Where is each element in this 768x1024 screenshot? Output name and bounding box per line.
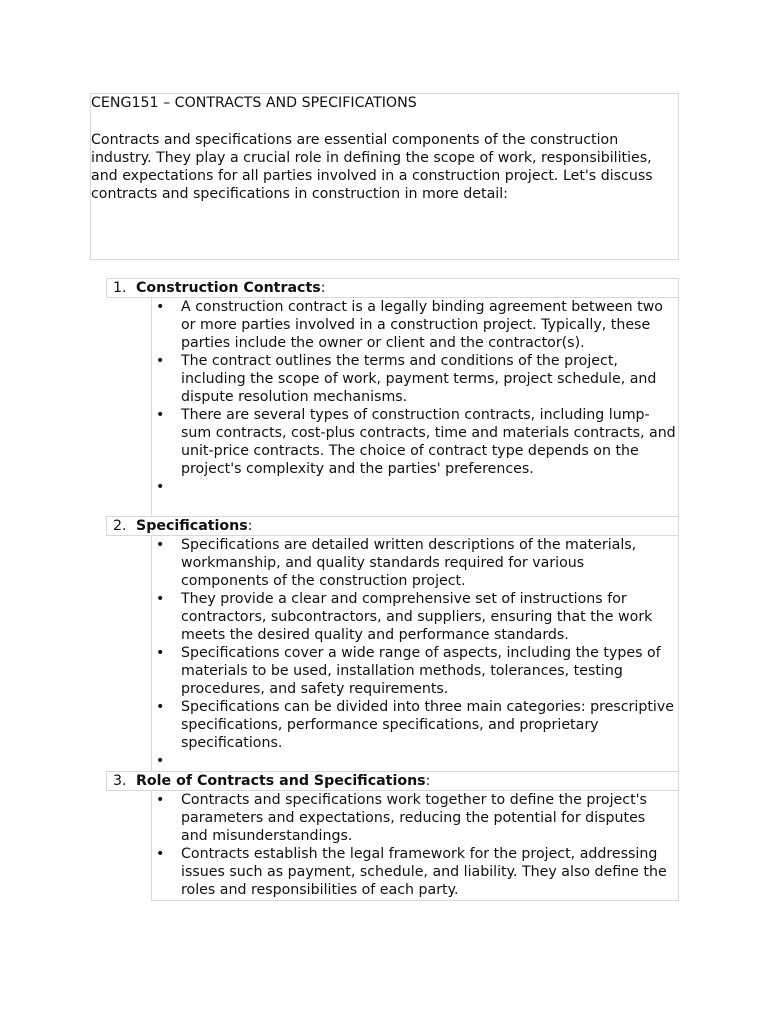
intro-paragraph: Contracts and specifications are essential components of the construction industry. They play a crucial role in defining the scope of work, responsibilities, and expectations for all parties involved in a construction project. Let's discuss contracts and specifications in construction in more detail: [91, 132, 653, 202]
list-item-text: Specifications cover a wide range of aspects, including the types of materials to be used, installation methods, tolerances, testing procedures, and safety requirements. [181, 645, 661, 697]
section-heading-construction-contracts [106, 278, 679, 298]
bullet-icon: • [156, 591, 165, 607]
bullet-icon: • [156, 537, 165, 553]
list-item [152, 791, 678, 845]
bullet-icon: • [156, 699, 165, 715]
list-item [152, 298, 678, 352]
section-title-bold: Specifications [136, 518, 248, 534]
section-title-bold: Role of Contracts and Specifications [136, 773, 426, 789]
intro-box [90, 93, 679, 260]
list-item-text: They provide a clear and comprehensive set of instructions for contractors, subcontractors, and suppliers, ensuring that the work meets the desired quality and performance standards. [181, 591, 653, 643]
bullet-icon: • [156, 353, 165, 369]
bullet-icon: • [156, 846, 165, 862]
document-title: CENG151 – CONTRACTS AND SPECIFICATIONS [91, 95, 417, 111]
list-item-text: The contract outlines the terms and conditions of the project, including the scope of work, payment terms, project schedule, and dispute resolution mechanisms. [181, 353, 657, 405]
list-item-empty [152, 752, 678, 770]
list-item-text: Contracts establish the legal framework for the project, addressing issues such as payment, schedule, and liability. They also define the roles and responsibilities of each party. [181, 846, 667, 898]
list-item-text: There are several types of construction contracts, including lump-sum contracts, cost-plus contracts, time and materials contracts, and unit-price contracts. The choice of contract type depends on the project's complexity and the parties' preferences. [181, 407, 676, 477]
bullet-icon: • [156, 645, 165, 661]
list-item-text: Specifications are detailed written descriptions of the materials, workmanship, and quality standards required for various components of the construction project. [181, 537, 637, 589]
section-number: 2. [113, 518, 127, 534]
section-title-suffix: : [247, 518, 253, 534]
bullet-icon: • [156, 407, 165, 423]
list-item [152, 644, 678, 698]
section-heading-specifications [106, 516, 679, 536]
list-item-text: A construction contract is a legally binding agreement between two or more parties involved in a construction project. Typically, these parties include the owner or client and the contractor(s). [181, 299, 663, 351]
bullet-icon: • [156, 792, 165, 808]
section-title [136, 772, 430, 790]
list-item [152, 698, 678, 752]
list-item [152, 536, 678, 590]
list-item [152, 406, 678, 478]
section-title-suffix: : [320, 280, 326, 296]
list-item-text: Contracts and specifications work together to define the project's parameters and expectations, reducing the potential for disputes and misunderstandings. [181, 792, 647, 844]
list-item [152, 590, 678, 644]
bullet-icon: • [156, 479, 165, 495]
bullet-list-specifications [151, 535, 679, 772]
bullet-icon: • [156, 299, 165, 315]
list-item-empty [152, 478, 678, 496]
section-number: 1. [113, 280, 127, 296]
list-item [152, 845, 678, 899]
list-item-text: Specifications can be divided into three main categories: prescriptive specifications, performance specifications, and proprietary specifications. [181, 699, 674, 751]
section-title [136, 279, 325, 297]
section-title [136, 517, 253, 535]
list-item [152, 352, 678, 406]
bullet-icon: • [156, 753, 165, 769]
bullet-list-construction-contracts [151, 297, 679, 517]
section-heading-role-of-contracts [106, 771, 679, 791]
section-number: 3. [113, 773, 127, 789]
section-title-suffix: : [425, 773, 431, 789]
bullet-list-role-of-contracts [151, 790, 679, 901]
section-title-bold: Construction Contracts [136, 280, 321, 296]
